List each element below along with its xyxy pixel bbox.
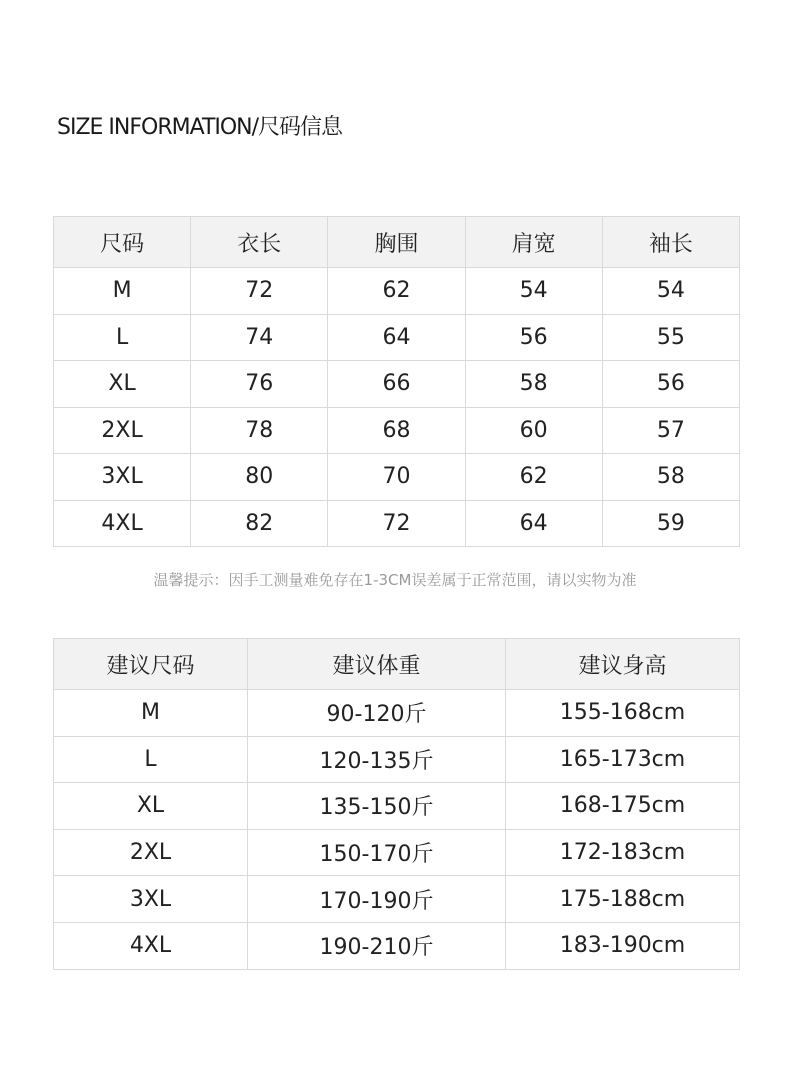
header-length: 衣长 [191,217,328,268]
table-cell: 3XL [54,454,191,501]
table-cell: 150-170斤 [248,829,506,876]
table-cell: 74 [191,314,328,361]
table-cell: 54 [465,268,602,315]
table-row [54,922,740,969]
recommendation-table [53,638,740,970]
table-cell: 170-190斤 [248,876,506,923]
table-cell: 70 [328,454,465,501]
table-cell: 175-188cm [506,876,740,923]
table-cell: 3XL [54,876,248,923]
table-cell: 2XL [54,407,191,454]
table-cell: 76 [191,361,328,408]
page-title: SIZE INFORMATION/尺码信息 [57,115,343,140]
table-header-row [54,639,740,690]
table-cell: 66 [328,361,465,408]
header-size: 尺码 [54,217,191,268]
table-row [54,500,740,547]
table-cell: 64 [465,500,602,547]
table-header-row [54,217,740,268]
header-recommended-height: 建议身高 [506,639,740,690]
table-cell: 58 [602,454,739,501]
table-cell: 155-168cm [506,690,740,737]
table-cell: 64 [328,314,465,361]
table-cell: 172-183cm [506,829,740,876]
table-cell: 62 [328,268,465,315]
table-cell: 56 [602,361,739,408]
table-row [54,314,740,361]
table-cell: 62 [465,454,602,501]
table-cell: 4XL [54,500,191,547]
header-recommended-weight: 建议体重 [248,639,506,690]
table-row [54,268,740,315]
table-row [54,736,740,783]
table-cell: XL [54,783,248,830]
table-cell: 72 [328,500,465,547]
measurement-table [53,216,740,547]
header-shoulder: 肩宽 [465,217,602,268]
table-cell: 4XL [54,922,248,969]
table-cell: 190-210斤 [248,922,506,969]
table-row [54,454,740,501]
table-row [54,783,740,830]
table-cell: 165-173cm [506,736,740,783]
header-sleeve: 袖长 [602,217,739,268]
table-cell: 58 [465,361,602,408]
table-cell: L [54,314,191,361]
table-cell: 60 [465,407,602,454]
table-cell: 80 [191,454,328,501]
table-row [54,407,740,454]
measurement-note: 温馨提示：因手工测量难免存在1-3CM误差属于正常范围，请以实物为准 [153,571,637,589]
table-cell: 54 [602,268,739,315]
table-cell: 90-120斤 [248,690,506,737]
table-cell: L [54,736,248,783]
table-cell: 120-135斤 [248,736,506,783]
table-cell: M [54,268,191,315]
table-cell: 78 [191,407,328,454]
table-cell: 82 [191,500,328,547]
table-row [54,361,740,408]
table-row [54,829,740,876]
table-cell: 135-150斤 [248,783,506,830]
header-recommended-size: 建议尺码 [54,639,248,690]
header-chest: 胸围 [328,217,465,268]
table-cell: 168-175cm [506,783,740,830]
table-cell: 55 [602,314,739,361]
table-cell: 68 [328,407,465,454]
table-cell: M [54,690,248,737]
table-cell: 72 [191,268,328,315]
table-cell: 2XL [54,829,248,876]
table-cell: 56 [465,314,602,361]
table-cell: 57 [602,407,739,454]
table-row [54,690,740,737]
table-cell: 59 [602,500,739,547]
table-cell: XL [54,361,191,408]
table-cell: 183-190cm [506,922,740,969]
table-row [54,876,740,923]
